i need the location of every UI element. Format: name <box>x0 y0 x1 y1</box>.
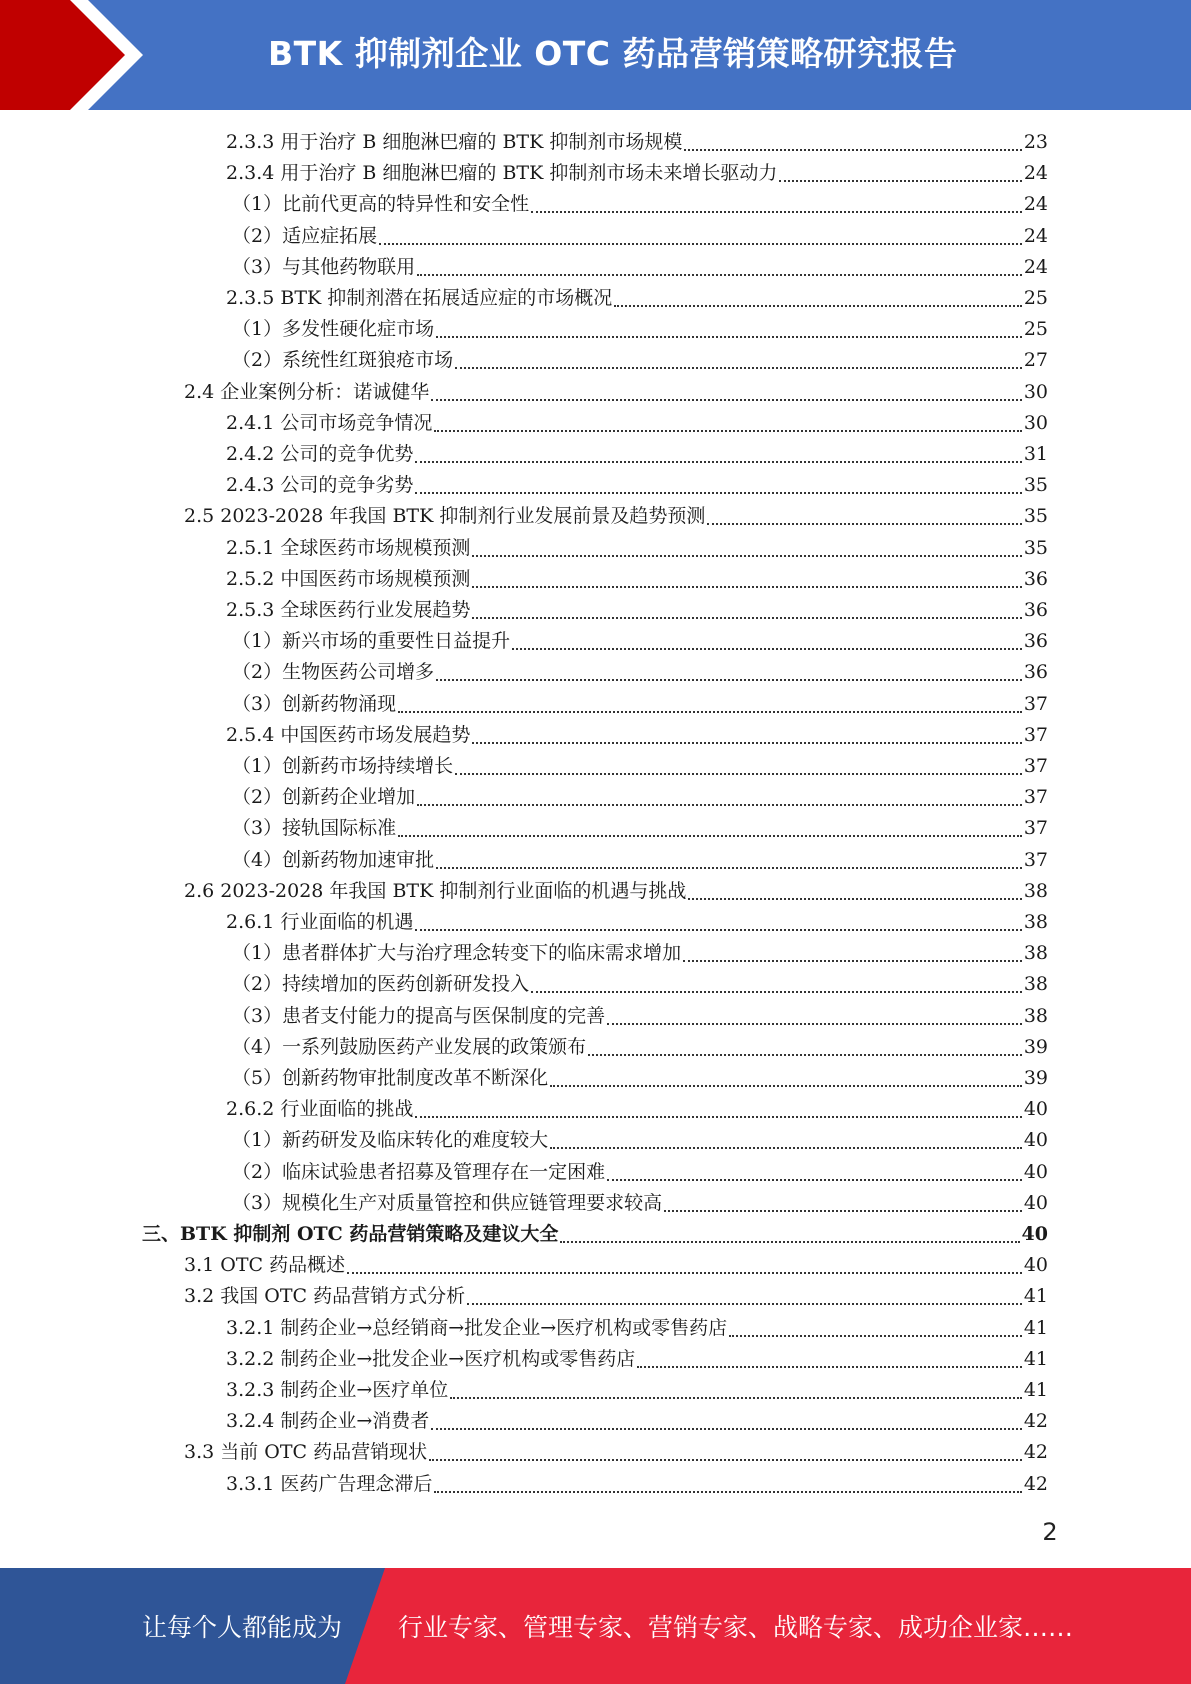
toc-dot-leader <box>429 1437 1022 1461</box>
toc-dot-leader <box>415 439 1021 463</box>
toc-entry-page: 37 <box>1023 817 1048 840</box>
toc-entry[interactable] <box>226 1094 1048 1125</box>
toc-entry-page: 42 <box>1023 1410 1048 1433</box>
toc-dot-leader <box>683 938 1022 962</box>
toc-dot-leader <box>664 1188 1022 1212</box>
toc-entry[interactable] <box>226 158 1048 189</box>
toc-dot-leader <box>455 751 1022 775</box>
toc-dot-leader <box>472 533 1021 557</box>
toc-entry[interactable] <box>232 1157 1048 1188</box>
toc-dot-leader <box>637 1344 1022 1368</box>
toc-entry[interactable] <box>232 626 1048 657</box>
toc-dot-leader <box>467 1281 1022 1305</box>
toc-entry-page: 25 <box>1023 318 1048 341</box>
header-arrow-decoration <box>0 0 150 110</box>
toc-entry-page: 37 <box>1023 848 1048 871</box>
toc-entry[interactable] <box>226 564 1048 595</box>
page-number: 2 <box>1042 1518 1058 1546</box>
toc-dot-leader <box>779 158 1021 182</box>
toc-entry-page: 42 <box>1023 1472 1048 1495</box>
toc-entry[interactable] <box>232 189 1048 220</box>
toc-entry-label: （2）适应症拓展 <box>232 224 378 247</box>
toc-dot-leader <box>531 969 1022 993</box>
toc-entry-page: 24 <box>1023 255 1048 278</box>
toc-entry[interactable] <box>184 1250 1048 1281</box>
toc-entry-page: 38 <box>1023 973 1048 996</box>
toc-dot-leader <box>436 845 1022 869</box>
toc-entry-page: 40 <box>1023 1129 1048 1152</box>
toc-entry-page: 40 <box>1023 1254 1048 1277</box>
page-footer <box>0 1568 1191 1684</box>
toc-entry[interactable] <box>226 127 1048 158</box>
toc-entry-page: 42 <box>1023 1441 1048 1464</box>
toc-entry-label: （4）创新药物加速审批 <box>232 848 435 871</box>
toc-entry-label: 2.6.2 行业面临的挑战 <box>226 1098 414 1121</box>
toc-dot-leader <box>434 1469 1021 1493</box>
toc-entry[interactable] <box>232 1188 1048 1219</box>
toc-entry-page: 38 <box>1023 879 1048 902</box>
footer-slogan-left: 让每个人都能成为 <box>142 1613 343 1642</box>
toc-entry-label: 2.4 企业案例分析：诺诚健华 <box>184 380 430 403</box>
toc-entry-page: 38 <box>1023 911 1048 933</box>
toc-dot-leader <box>415 907 1021 931</box>
toc-dot-leader <box>560 1219 1019 1243</box>
toc-entry-label: （5）创新药物审批制度改革不断深化 <box>232 1067 549 1089</box>
toc-entry-label: 2.5.4 中国医药市场发展趋势 <box>226 723 471 746</box>
toc-entry-label: （1）多发性硬化症市场 <box>232 318 435 341</box>
toc-entry-label: 2.3.3 用于治疗 B 细胞淋巴瘤的 BTK 抑制剂市场规模 <box>226 131 683 153</box>
toc-entry-label: 三、BTK 抑制剂 OTC 药品营销策略及建议大全 <box>142 1223 559 1245</box>
toc-dot-leader <box>688 876 1021 900</box>
toc-dot-leader <box>472 564 1021 588</box>
toc-dot-leader <box>614 283 1022 307</box>
toc-entry-label: （2）持续增加的医药创新研发投入 <box>232 973 530 996</box>
toc-entry-label: （1）新药研发及临床转化的难度较大 <box>232 1129 549 1152</box>
toc-entry-label: 3.2.2 制药企业→批发企业→医疗机构或零售药店 <box>226 1347 636 1370</box>
toc-entry-label: 2.3.5 BTK 抑制剂潜在拓展适应症的市场概况 <box>226 287 613 309</box>
toc-dot-leader <box>550 1125 1022 1149</box>
toc-entry[interactable] <box>232 252 1048 283</box>
toc-entry-page: 39 <box>1023 1035 1048 1058</box>
toc-entry-label: 2.6 2023-2028 年我国 BTK 抑制剂行业面临的机遇与挑战 <box>184 879 687 902</box>
toc-entry-label: 3.2.4 制药企业→消费者 <box>226 1410 430 1433</box>
toc-dot-leader <box>415 470 1021 494</box>
toc-entry-label: 2.4.3 公司的竞争劣势 <box>226 474 414 497</box>
toc-dot-leader <box>415 1094 1021 1118</box>
toc-dot-leader <box>436 314 1022 338</box>
toc-entry[interactable] <box>232 751 1048 782</box>
toc-entry-page: 24 <box>1023 162 1048 185</box>
toc-entry[interactable] <box>226 1406 1048 1437</box>
toc-entry[interactable] <box>226 1344 1048 1375</box>
toc-entry-page: 35 <box>1023 536 1048 559</box>
toc-entry[interactable] <box>226 533 1048 564</box>
toc-entry[interactable] <box>232 969 1048 1000</box>
toc-entry-label: （4）一系列鼓励医药产业发展的政策颁布 <box>232 1035 587 1058</box>
toc-entry[interactable] <box>226 470 1048 501</box>
toc-dot-leader <box>347 1250 1022 1274</box>
toc-dot-leader <box>398 689 1022 713</box>
toc-entry-page: 40 <box>1023 1191 1048 1214</box>
toc-entry-page: 37 <box>1023 692 1048 715</box>
toc-dot-leader <box>455 345 1022 369</box>
toc-entry-page: 31 <box>1023 443 1048 465</box>
toc-entry-label: （3）与其他药物联用 <box>232 255 416 278</box>
toc-entry-page: 35 <box>1023 505 1048 528</box>
toc-entry-page: 41 <box>1023 1316 1048 1339</box>
toc-entry[interactable] <box>232 1125 1048 1156</box>
toc-entry[interactable] <box>142 1219 1048 1250</box>
toc-entry-page: 30 <box>1023 411 1048 434</box>
toc-entry-label: （2）系统性红斑狼疮市场 <box>232 349 454 372</box>
toc-entry-label: 3.3 当前 OTC 药品营销现状 <box>184 1441 428 1464</box>
toc-entry-page: 37 <box>1023 786 1048 809</box>
toc-entry[interactable] <box>232 938 1048 969</box>
toc-entry-label: 2.5.2 中国医药市场规模预测 <box>226 567 471 590</box>
toc-entry-label: （3）患者支付能力的提高与医保制度的完善 <box>232 1004 606 1027</box>
toc-entry[interactable] <box>184 876 1048 907</box>
toc-entry[interactable] <box>184 377 1048 408</box>
toc-dot-leader <box>550 1063 1022 1087</box>
toc-dot-leader <box>729 1313 1022 1337</box>
toc-entry[interactable] <box>232 1001 1048 1032</box>
toc-dot-leader <box>379 221 1022 245</box>
toc-entry-label: （3）接轨国际标准 <box>232 817 397 840</box>
toc-entry-page: 41 <box>1023 1285 1048 1308</box>
toc-entry-page: 36 <box>1023 661 1048 684</box>
toc-entry[interactable] <box>232 782 1048 813</box>
toc-entry-page: 36 <box>1023 630 1048 653</box>
toc-dot-leader <box>531 189 1022 213</box>
toc-entry-label: 2.4.2 公司的竞争优势 <box>226 443 414 465</box>
toc-entry[interactable] <box>184 1437 1048 1468</box>
toc-entry[interactable] <box>184 1281 1048 1312</box>
toc-entry[interactable] <box>226 408 1048 439</box>
toc-entry[interactable] <box>226 1469 1048 1500</box>
toc-dot-leader <box>588 1032 1022 1056</box>
toc-entry-page: 37 <box>1023 723 1048 746</box>
toc-entry-label: 2.6.1 行业面临的机遇 <box>226 911 414 933</box>
toc-dot-leader <box>417 252 1022 276</box>
toc-entry[interactable] <box>226 283 1048 314</box>
toc-entry-label: 3.2 我国 OTC 药品营销方式分析 <box>184 1285 466 1308</box>
toc-entry[interactable] <box>226 1375 1048 1406</box>
toc-entry-page: 38 <box>1023 942 1048 965</box>
toc-dot-leader <box>417 782 1022 806</box>
toc-entry[interactable] <box>226 439 1048 470</box>
toc-dot-leader <box>512 626 1022 650</box>
toc-entry[interactable] <box>232 1063 1048 1094</box>
toc-entry-page: 40 <box>1023 1160 1048 1183</box>
toc-dot-leader <box>434 408 1021 432</box>
toc-entry-label: 2.5.1 全球医药市场规模预测 <box>226 536 471 559</box>
toc-entry[interactable] <box>226 720 1048 751</box>
toc-entry-page: 36 <box>1023 599 1048 621</box>
toc-entry-label: 2.5 2023-2028 年我国 BTK 抑制剂行业发展前景及趋势预测 <box>184 505 706 528</box>
toc-dot-leader <box>472 595 1021 619</box>
toc-entry-label: （3）创新药物涌现 <box>232 692 397 715</box>
toc-entry-label: （2）生物医药公司增多 <box>232 661 435 684</box>
toc-entry-page: 23 <box>1023 131 1048 153</box>
page-header <box>0 0 1191 110</box>
footer-slogan-right: 行业专家、管理专家、营销专家、战略专家、成功企业家…… <box>398 1613 1074 1642</box>
toc-entry-label: 2.5.3 全球医药行业发展趋势 <box>226 599 471 621</box>
toc-entry[interactable] <box>232 813 1048 844</box>
toc-entry-page: 41 <box>1023 1379 1048 1401</box>
toc-entry-label: （1）新兴市场的重要性日益提升 <box>232 630 511 653</box>
toc-dot-leader <box>707 501 1021 525</box>
toc-entry-page: 25 <box>1023 287 1048 309</box>
toc-dot-leader <box>431 377 1022 401</box>
toc-entry[interactable] <box>232 657 1048 688</box>
toc-dot-leader <box>398 813 1022 837</box>
toc-entry[interactable] <box>226 907 1048 938</box>
toc-entry-label: （2）创新药企业增加 <box>232 786 416 809</box>
toc-entry-page: 24 <box>1023 193 1048 216</box>
toc-entry-page: 36 <box>1023 567 1048 590</box>
toc-dot-leader <box>607 1157 1022 1181</box>
toc-entry-page: 30 <box>1023 380 1048 403</box>
toc-entry-page: 40 <box>1021 1223 1048 1245</box>
toc-entry-page: 39 <box>1023 1067 1048 1089</box>
toc-dot-leader <box>450 1375 1022 1399</box>
toc-dot-leader <box>684 127 1021 151</box>
toc-entry-label: 2.4.1 公司市场竞争情况 <box>226 411 433 434</box>
toc-dot-leader <box>431 1406 1022 1430</box>
toc-entry[interactable] <box>226 595 1048 626</box>
toc-entry-label: （1）比前代更高的特异性和安全性 <box>232 193 530 216</box>
toc-entry-page: 37 <box>1023 755 1048 777</box>
toc-entry-label: 3.2.3 制药企业→医疗单位 <box>226 1379 449 1401</box>
toc-entry-page: 27 <box>1023 349 1048 372</box>
toc-entry-page: 40 <box>1023 1098 1048 1121</box>
page-title: BTK 抑制剂企业 OTC 药品营销策略研究报告 <box>268 34 958 73</box>
toc-entry-page: 24 <box>1023 224 1048 247</box>
toc-entry[interactable] <box>184 501 1048 532</box>
toc-entry[interactable] <box>232 314 1048 345</box>
toc-entry-page: 35 <box>1023 474 1048 497</box>
toc-entry-label: （1）患者群体扩大与治疗理念转变下的临床需求增加 <box>232 942 682 965</box>
toc-entry-label: 2.3.4 用于治疗 B 细胞淋巴瘤的 BTK 抑制剂市场未来增长驱动力 <box>226 162 778 185</box>
toc-entry[interactable] <box>232 689 1048 720</box>
toc-entry-label: （2）临床试验患者招募及管理存在一定困难 <box>232 1160 606 1183</box>
toc-dot-leader <box>436 657 1022 681</box>
toc-entry-label: 3.3.1 医药广告理念滞后 <box>226 1472 433 1495</box>
toc-entry[interactable] <box>232 345 1048 376</box>
toc-entry-page: 41 <box>1023 1347 1048 1370</box>
toc-entry-label: （1）创新药市场持续增长 <box>232 755 454 777</box>
toc-entry-label: 3.1 OTC 药品概述 <box>184 1254 346 1277</box>
toc-entry-label: 3.2.1 制药企业→总经销商→批发企业→医疗机构或零售药店 <box>226 1316 728 1339</box>
toc-dot-leader <box>472 720 1021 744</box>
toc-entry[interactable] <box>226 1313 1048 1344</box>
toc-dot-leader <box>607 1001 1022 1025</box>
toc-entry[interactable] <box>232 1032 1048 1063</box>
toc-entry[interactable] <box>232 845 1048 876</box>
toc-entry-page: 38 <box>1023 1004 1048 1027</box>
toc-entry[interactable] <box>232 221 1048 252</box>
toc-entry-label: （3）规模化生产对质量管控和供应链管理要求较高 <box>232 1191 663 1214</box>
